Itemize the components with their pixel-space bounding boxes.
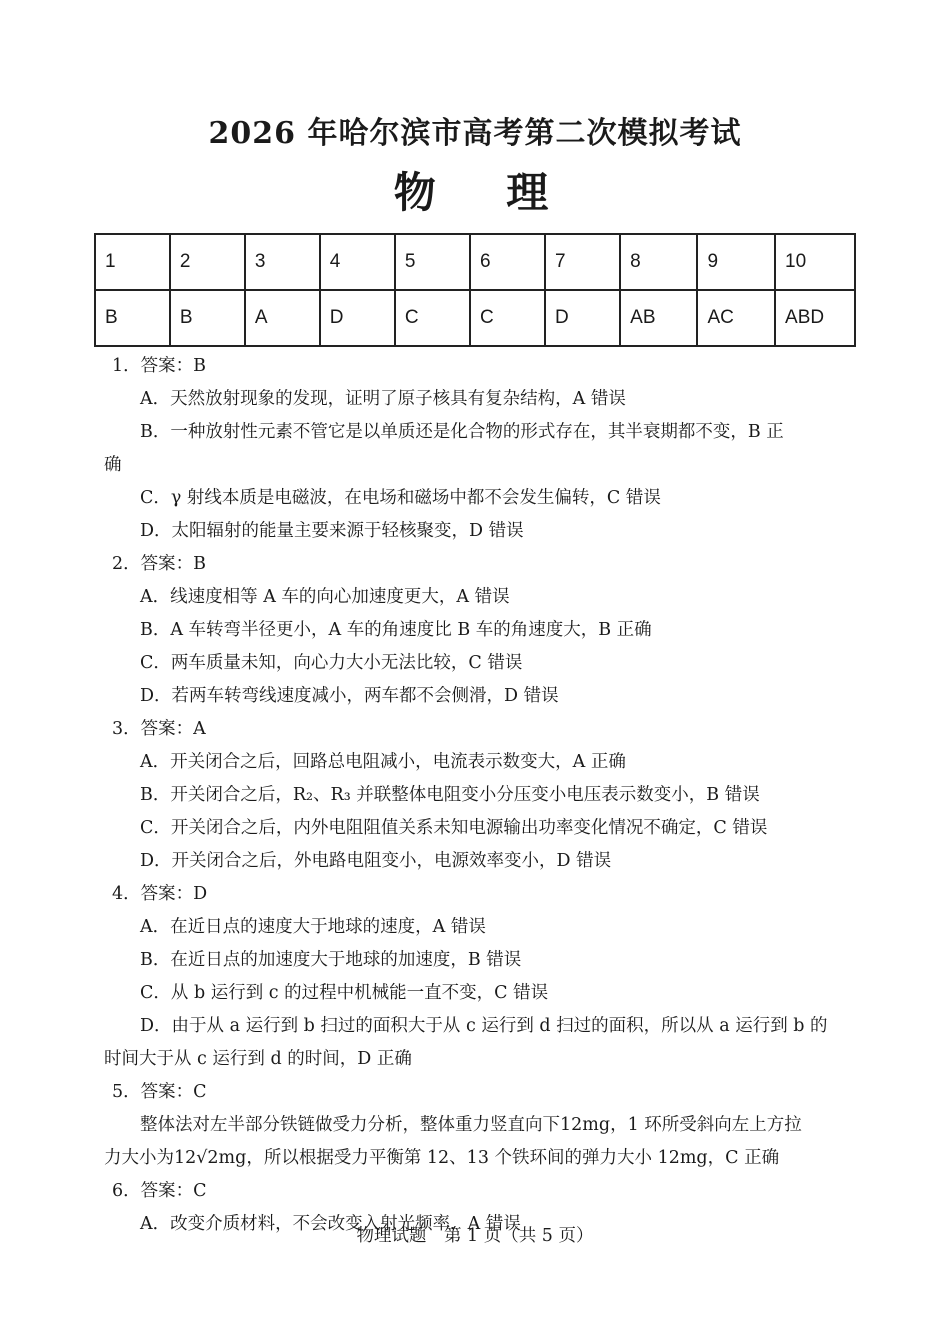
question-number: 2: [170, 234, 245, 290]
answer-cell: A: [245, 290, 320, 346]
q4-option-d-cont: 时间大于从 c 运行到 d 的时间，D 正确: [104, 1049, 412, 1069]
q1-option-a: A．天然放射现象的发现，证明了原子核具有复杂结构，A 错误: [140, 389, 626, 409]
question-number: 8: [620, 234, 697, 290]
q6-answer: 6．答案：C: [112, 1181, 207, 1201]
q4-answer: 4．答案：D: [112, 884, 208, 904]
question-number: 4: [320, 234, 395, 290]
q3-option-b: B．开关闭合之后，R₂、R₃ 并联整体电阻变小分压变小电压表示数变小，B 错误: [140, 785, 760, 805]
q4-option-a: A．在近日点的速度大于地球的速度，A 错误: [140, 917, 486, 937]
solution-content: [104, 350, 850, 1241]
q2-option-c: C．两车质量未知，向心力大小无法比较，C 错误: [140, 653, 523, 673]
answer-cell: AC: [697, 290, 775, 346]
q2-option-a: A．线速度相等 A 车的向心加速度更大，A 错误: [140, 587, 510, 607]
answer-cell: C: [395, 290, 470, 346]
page-footer: 物理试题 第 1 页（共 5 页）: [356, 1226, 594, 1246]
answer-cell: B: [95, 290, 170, 346]
question-number: 5: [395, 234, 470, 290]
question-number: 6: [470, 234, 545, 290]
answer-table: [94, 233, 856, 347]
q5-answer: 5．答案：C: [112, 1082, 207, 1102]
q6-option-a: A．改变介质材料，不会改变入射光频率，A 错误: [140, 1214, 521, 1234]
question-number: 9: [697, 234, 775, 290]
q1-option-c: C．γ 射线本质是电磁波，在电场和磁场中都不会发生偏转，C 错误: [140, 488, 661, 508]
answer-table-answer-row: [95, 290, 855, 346]
q3-option-a: A．开关闭合之后，回路总电阻减小，电流表示数变大，A 正确: [140, 752, 626, 772]
answer-cell: D: [545, 290, 620, 346]
answer-cell: AB: [620, 290, 697, 346]
q1-option-b: B．一种放射性元素不管它是以单质还是化合物的形式存在，其半衰期都不变，B 正: [140, 422, 784, 442]
question-number: 3: [245, 234, 320, 290]
q4-option-c: C．从 b 运行到 c 的过程中机械能一直不变，C 错误: [140, 983, 549, 1003]
q1-answer: 1．答案：B: [112, 356, 206, 376]
answer-cell: C: [470, 290, 545, 346]
q1-option-b-cont: 确: [104, 455, 122, 475]
q4-option-d: D．由于从 a 运行到 b 扫过的面积大于从 c 运行到 d 扫过的面积，所以从 a 运行到 b 的: [140, 1016, 828, 1036]
subject-title: 物 理: [393, 168, 577, 217]
q2-option-b: B．A 车转弯半径更小，A 车的角速度比 B 车的角速度大，B 正确: [140, 620, 652, 640]
answer-table-number-row: [95, 234, 855, 290]
q3-option-d: D．开关闭合之后，外电路电阻变小，电源效率变小，D 错误: [140, 851, 612, 871]
question-number: 10: [775, 234, 855, 290]
answer-cell: B: [170, 290, 245, 346]
question-number: 7: [545, 234, 620, 290]
q3-answer: 3．答案：A: [112, 719, 206, 739]
q2-option-d: D．若两车转弯线速度减小，两车都不会侧滑，D 错误: [140, 686, 559, 706]
exam-title: 2026 年哈尔滨市高考第二次模拟考试: [208, 116, 742, 151]
q1-option-d: D．太阳辐射的能量主要来源于轻核聚变，D 错误: [140, 521, 524, 541]
q5-explanation-line-1: 整体法对左半部分铁链做受力分析，整体重力竖直向下12mg，1 环所受斜向左上方拉: [140, 1115, 802, 1135]
q5-explanation-line-2: 力大小为12√2mg，所以根据受力平衡第 12、13 个铁环间的弹力大小 12mg，C 正确: [104, 1148, 780, 1168]
question-number: 1: [95, 234, 170, 290]
q4-option-b: B．在近日点的加速度大于地球的加速度，B 错误: [140, 950, 522, 970]
q3-option-c: C．开关闭合之后，内外电阻阻值关系未知电源输出功率变化情况不确定，C 错误: [140, 818, 768, 838]
answer-cell: ABD: [775, 290, 855, 346]
q2-answer: 2．答案：B: [112, 554, 206, 574]
answer-cell: D: [320, 290, 395, 346]
